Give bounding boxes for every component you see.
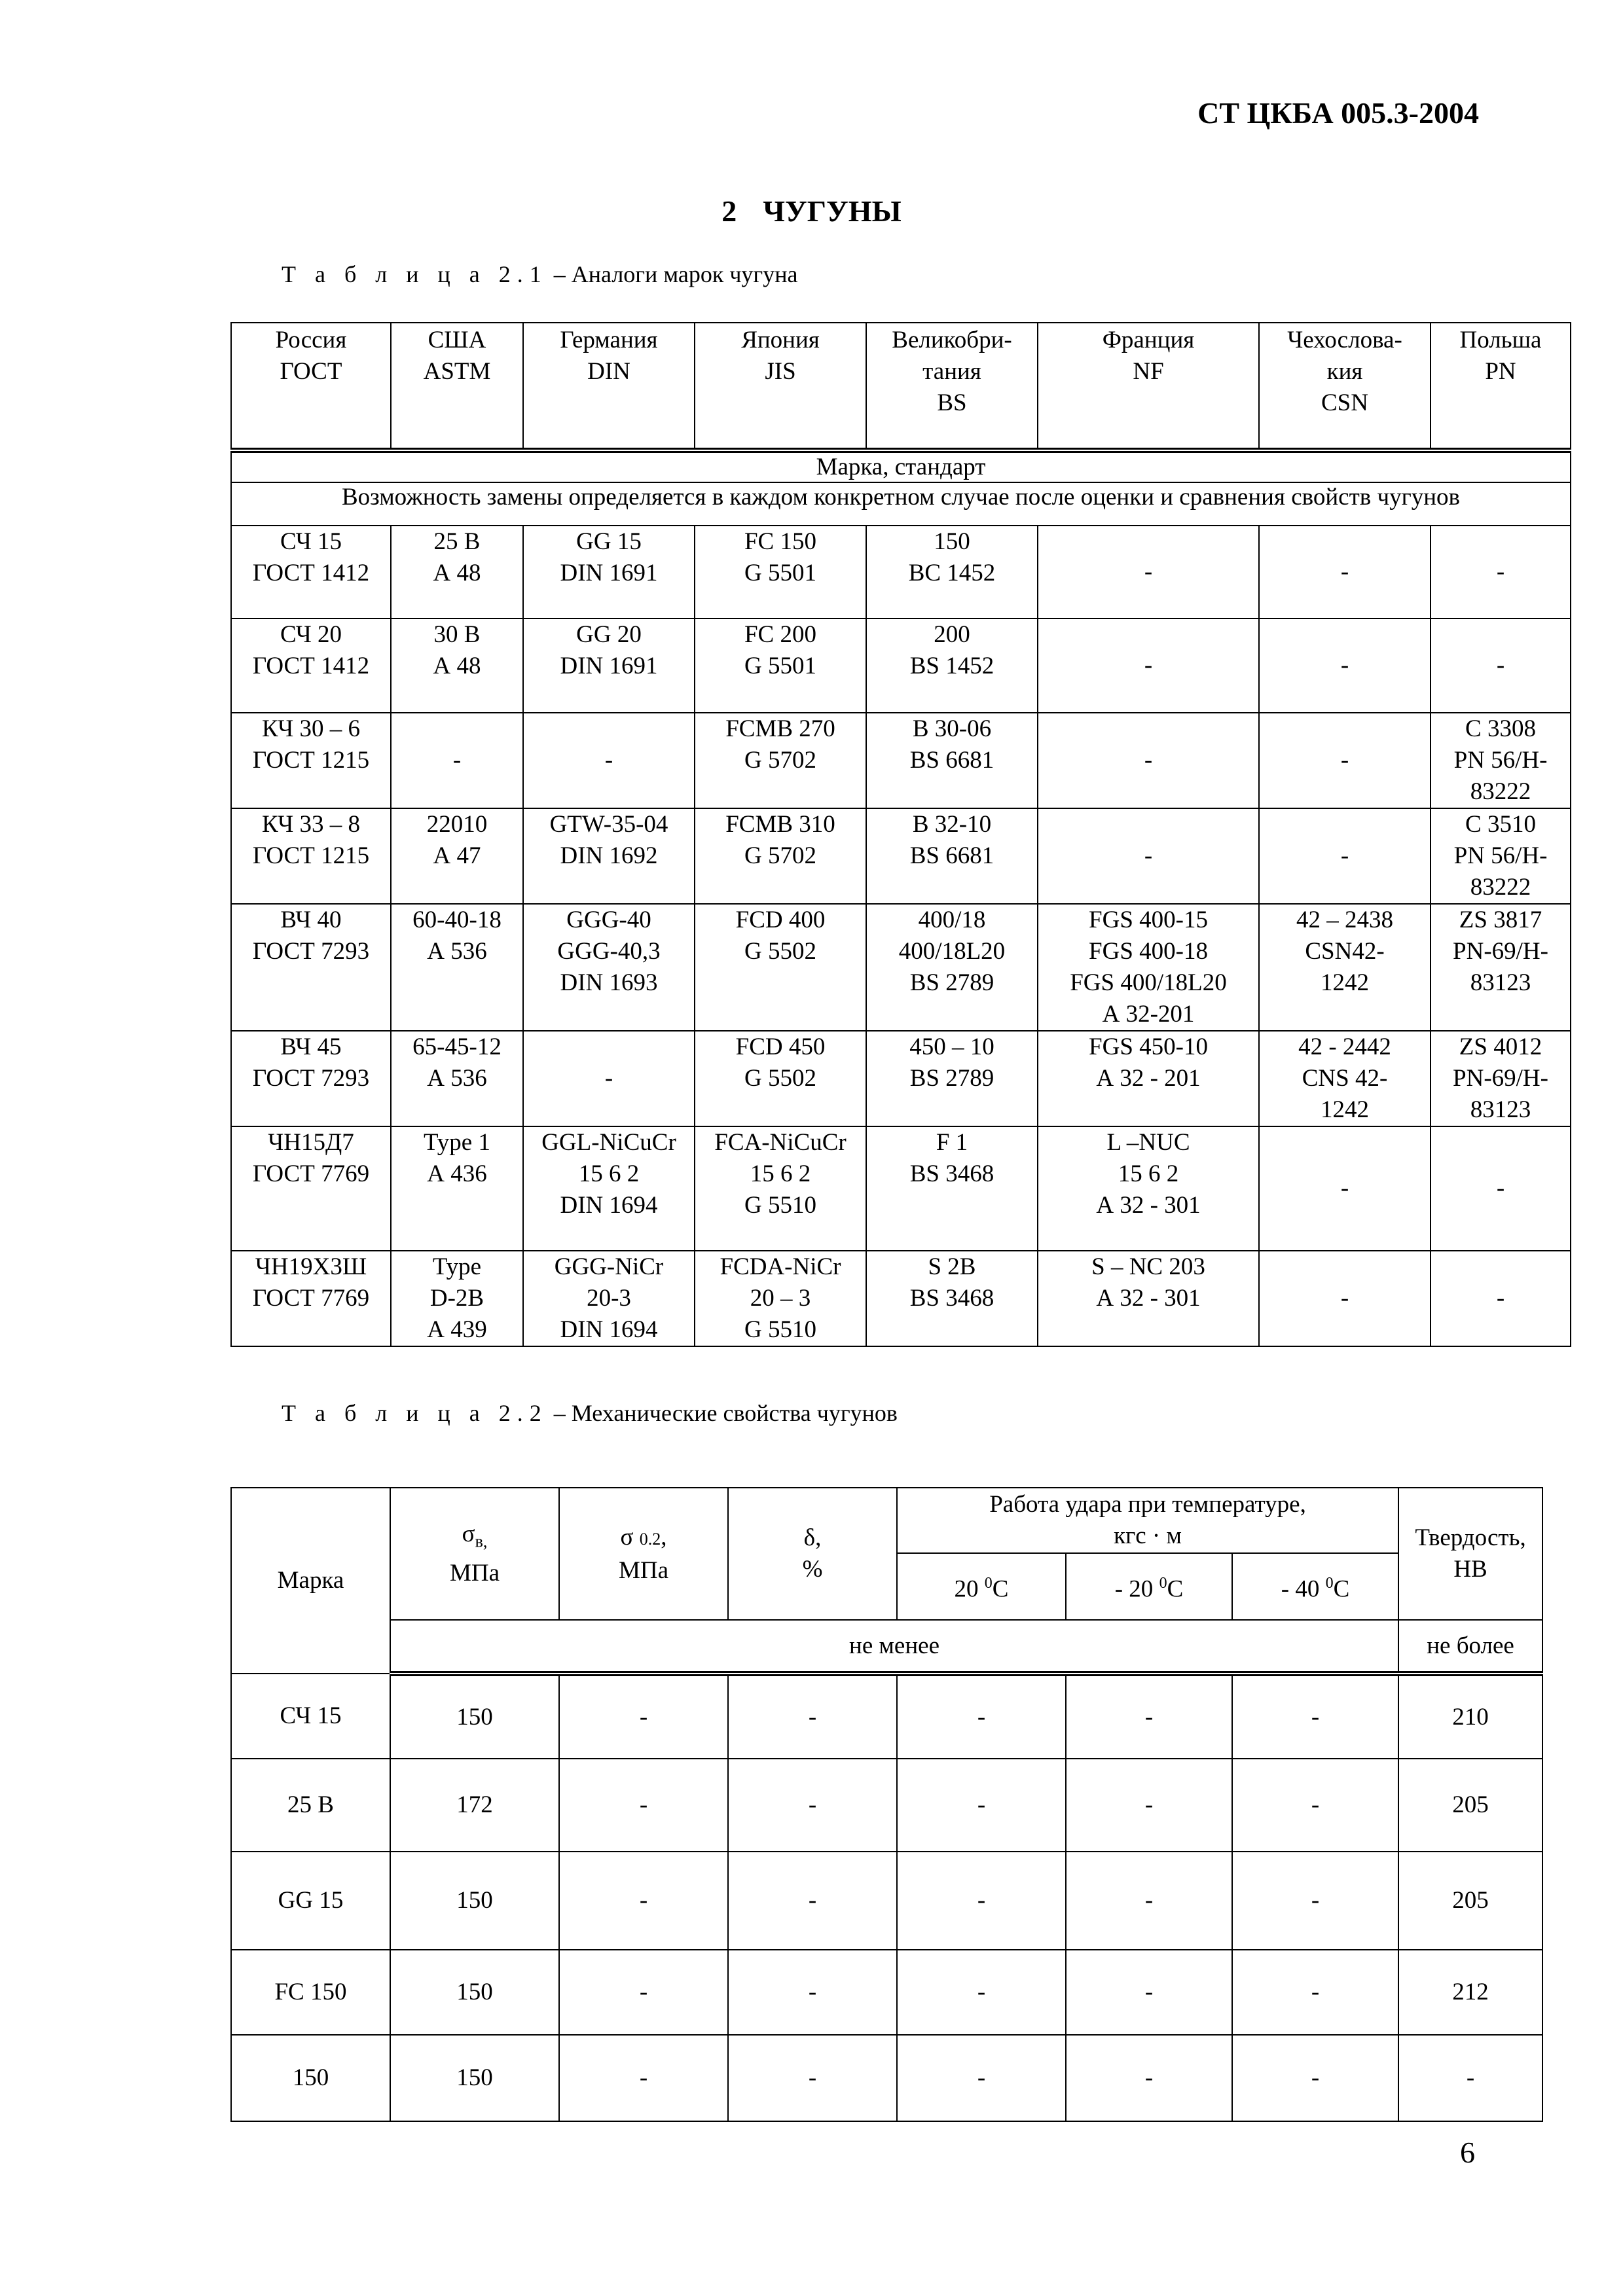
table1-header-row bbox=[231, 323, 1571, 450]
table1-column-header: Россия ГОСТ bbox=[231, 323, 391, 450]
table-cell: - bbox=[1232, 1759, 1398, 1852]
table-cell: - bbox=[1066, 2035, 1232, 2121]
table-cell: FC 200 G 5501 bbox=[695, 619, 866, 713]
table-cell: 200 BS 1452 bbox=[866, 619, 1038, 713]
table-cell: СЧ 15 ГОСТ 1412 bbox=[231, 526, 391, 619]
table-cell: GGG-NiCr 20-3 DIN 1694 bbox=[523, 1251, 695, 1346]
table2-caption bbox=[282, 1399, 898, 1427]
table-cell: - bbox=[1259, 713, 1431, 808]
table-cell: - bbox=[1431, 526, 1571, 619]
table-cell: - bbox=[897, 1950, 1066, 2035]
table-cell: ZS 4012 PN-69/Н- 83123 bbox=[1431, 1031, 1571, 1126]
table-cell: FCD 400 G 5502 bbox=[695, 904, 866, 1031]
table-cell: 150 bbox=[390, 1950, 559, 2035]
table-cell: - bbox=[897, 1674, 1066, 1759]
table-cell: ЧН19Х3Ш ГОСТ 7769 bbox=[231, 1251, 391, 1346]
table-cell: 22010 А 47 bbox=[391, 808, 523, 904]
table-cell: - bbox=[897, 1852, 1066, 1950]
table-row bbox=[231, 1251, 1571, 1346]
table-cell: GG 15 DIN 1691 bbox=[523, 526, 695, 619]
table-cell: 450 – 10 BS 2789 bbox=[866, 1031, 1038, 1126]
table1-note: Возможность замены определяется в каждом конкретном случае после оценки и сравнения свойств чугунов bbox=[231, 482, 1571, 526]
table1-column-header: Германия DIN bbox=[523, 323, 695, 450]
table-cell: - bbox=[1259, 526, 1431, 619]
table-cell: GGL-NiCuCr 15 6 2 DIN 1694 bbox=[523, 1126, 695, 1251]
col-sigma-02 bbox=[559, 1488, 728, 1620]
table1-column-header: Великобри- тания BS bbox=[866, 323, 1038, 450]
table-cell: L –NUC 15 6 2 А 32 - 301 bbox=[1038, 1126, 1259, 1251]
table-cell: - bbox=[1038, 619, 1259, 713]
table-cell: - bbox=[1232, 1852, 1398, 1950]
section-title bbox=[0, 194, 1623, 228]
table-cell: GTW-35-04 DIN 1692 bbox=[523, 808, 695, 904]
table-cell: FCA-NiCuCr 15 6 2 G 5510 bbox=[695, 1126, 866, 1251]
table-cell: 150 bbox=[231, 2035, 390, 2121]
table-cell: S 2В BS 3468 bbox=[866, 1251, 1038, 1346]
table1-caption-prefix: Т а б л и ц а 2.1 bbox=[282, 261, 548, 287]
table-row bbox=[231, 808, 1571, 904]
table-cell: 400/18 400/18L20 BS 2789 bbox=[866, 904, 1038, 1031]
table-cell: 25 В bbox=[231, 1759, 390, 1852]
table-cell: ВЧ 45 ГОСТ 7293 bbox=[231, 1031, 391, 1126]
table-row bbox=[231, 1126, 1571, 1251]
section-number: 2 bbox=[721, 194, 737, 228]
table-cell: - bbox=[1398, 2035, 1542, 2121]
table-cell: - bbox=[559, 1759, 728, 1852]
table-cell: F 1 BS 3468 bbox=[866, 1126, 1038, 1251]
table-cell: 65-45-12 А 536 bbox=[391, 1031, 523, 1126]
table-cell: - bbox=[559, 1674, 728, 1759]
table-cell: 60-40-18 А 536 bbox=[391, 904, 523, 1031]
col-mark: Марка bbox=[231, 1488, 390, 1674]
temp-20: 20 $^0$С bbox=[897, 1553, 1066, 1620]
table2-caption-prefix: Т а б л и ц а 2.2 bbox=[282, 1400, 548, 1426]
table-cell: 205 bbox=[1398, 1759, 1542, 1852]
table-cell: ZS 3817 PN-69/Н- 83123 bbox=[1431, 904, 1571, 1031]
table1-column-header: Япония JIS bbox=[695, 323, 866, 450]
table-cell: - bbox=[1066, 1852, 1232, 1950]
table1-caption bbox=[282, 260, 797, 288]
sigma-02-unit: МПа bbox=[618, 1556, 669, 1584]
table-cell: - bbox=[1259, 1251, 1431, 1346]
table-cell: СЧ 15 bbox=[231, 1674, 390, 1759]
table-cell: - bbox=[523, 713, 695, 808]
table-cell: - bbox=[1431, 619, 1571, 713]
table-cell: ВЧ 40 ГОСТ 7293 bbox=[231, 904, 391, 1031]
delta-unit: % bbox=[802, 1556, 823, 1583]
table-cell: 172 bbox=[390, 1759, 559, 1852]
table-row bbox=[231, 526, 1571, 619]
table-cell: В 32-10 BS 6681 bbox=[866, 808, 1038, 904]
table-cell: 150 bbox=[390, 1852, 559, 1950]
table-cell: 205 bbox=[1398, 1852, 1542, 1950]
table-cell: GGG-40 GGG-40,3 DIN 1693 bbox=[523, 904, 695, 1031]
table-cell: - bbox=[728, 1759, 897, 1852]
table-cell: S – NC 203 А 32 - 301 bbox=[1038, 1251, 1259, 1346]
table-row bbox=[231, 1950, 1542, 2035]
table-cell: - bbox=[1038, 526, 1259, 619]
col-hardness: Твердость, НВ bbox=[1398, 1488, 1542, 1620]
not-more-label: не более bbox=[1398, 1620, 1542, 1674]
table-cell: - bbox=[1066, 1950, 1232, 2035]
table-cell: ЧН15Д7 ГОСТ 7769 bbox=[231, 1126, 391, 1251]
table-cell: - bbox=[1232, 1674, 1398, 1759]
table-cell: FC 150 bbox=[231, 1950, 390, 2035]
table-cell: КЧ 33 – 8 ГОСТ 1215 bbox=[231, 808, 391, 904]
table1-column-header: Польша PN bbox=[1431, 323, 1571, 450]
table-row bbox=[231, 1031, 1571, 1126]
cast-iron-analogs-table bbox=[230, 322, 1571, 1347]
page-number: 6 bbox=[1460, 2136, 1475, 2169]
table-cell: 150 bbox=[390, 2035, 559, 2121]
table-row bbox=[231, 713, 1571, 808]
table-cell: - bbox=[1259, 808, 1431, 904]
table-cell: В 30-06 BS 6681 bbox=[866, 713, 1038, 808]
table-cell: FGS 450-10 А 32 - 201 bbox=[1038, 1031, 1259, 1126]
table-cell: - bbox=[1232, 1950, 1398, 2035]
table-cell: КЧ 30 – 6 ГОСТ 1215 bbox=[231, 713, 391, 808]
col-delta bbox=[728, 1488, 897, 1620]
table-cell: - bbox=[897, 2035, 1066, 2121]
table-cell: Туре D-2B А 439 bbox=[391, 1251, 523, 1346]
table-row bbox=[231, 1852, 1542, 1950]
table-cell: FCD 450 G 5502 bbox=[695, 1031, 866, 1126]
table-cell: - bbox=[1259, 619, 1431, 713]
table2-caption-text: – Механические свойства чугунов bbox=[553, 1400, 898, 1426]
temp-minus-40: - 40 $^0$С bbox=[1232, 1553, 1398, 1620]
sigma-02-symbol: σ bbox=[620, 1523, 634, 1551]
table-cell: 210 bbox=[1398, 1674, 1542, 1759]
table-cell: Туре 1 А 436 bbox=[391, 1126, 523, 1251]
table-cell: 30 В А 48 bbox=[391, 619, 523, 713]
mechanical-properties-table bbox=[230, 1487, 1543, 2122]
table-cell: - bbox=[1431, 1251, 1571, 1346]
section-name: ЧУГУНЫ bbox=[763, 194, 902, 228]
table-cell: С 3510 PN 56/Н- 83222 bbox=[1431, 808, 1571, 904]
table-cell: FCMB 310 G 5702 bbox=[695, 808, 866, 904]
table-cell: СЧ 20 ГОСТ 1412 bbox=[231, 619, 391, 713]
col-sigma-b bbox=[390, 1488, 559, 1620]
table-cell: FCMB 270 G 5702 bbox=[695, 713, 866, 808]
table-cell: - bbox=[897, 1759, 1066, 1852]
table-cell: 42 - 2442 CNS 42- 1242 bbox=[1259, 1031, 1431, 1126]
table-cell: - bbox=[1232, 2035, 1398, 2121]
table-cell: GG 15 bbox=[231, 1852, 390, 1950]
table-cell: FGS 400-15 FGS 400-18 FGS 400/18L20 А 32-201 bbox=[1038, 904, 1259, 1031]
table-row bbox=[231, 1674, 1542, 1759]
table-cell: 25 В А 48 bbox=[391, 526, 523, 619]
table-row bbox=[231, 619, 1571, 713]
table-cell: - bbox=[1038, 808, 1259, 904]
table1-column-header: США ASTM bbox=[391, 323, 523, 450]
document-code: СТ ЦКБА 005.3-2004 bbox=[1197, 96, 1479, 130]
table1-column-header: Франция NF bbox=[1038, 323, 1259, 450]
table-cell: - bbox=[559, 2035, 728, 2121]
delta-symbol: δ, bbox=[803, 1524, 822, 1551]
table-cell: - bbox=[728, 1674, 897, 1759]
temp-minus-20: - 20 $^0$С bbox=[1066, 1553, 1232, 1620]
table-cell: - bbox=[1038, 713, 1259, 808]
col-impact-work: Работа удара при температуре, кгс · м bbox=[897, 1488, 1398, 1553]
table-cell: - bbox=[1066, 1674, 1232, 1759]
sigma-02-tail: , bbox=[661, 1523, 667, 1551]
sigma-b-unit: МПа bbox=[449, 1559, 500, 1587]
table-cell: С 3308 PN 56/Н- 83222 bbox=[1431, 713, 1571, 808]
table-cell: FC 150 G 5501 bbox=[695, 526, 866, 619]
table-cell: - bbox=[391, 713, 523, 808]
table-cell: GG 20 DIN 1691 bbox=[523, 619, 695, 713]
table1-caption-text: – Аналоги марок чугуна bbox=[553, 261, 798, 287]
table-cell: - bbox=[559, 1852, 728, 1950]
table-cell: 150 ВС 1452 bbox=[866, 526, 1038, 619]
table-cell: - bbox=[1066, 1759, 1232, 1852]
table-cell: 150 bbox=[390, 1674, 559, 1759]
table-cell: 42 – 2438 CSN42- 1242 bbox=[1259, 904, 1431, 1031]
table-cell: - bbox=[523, 1031, 695, 1126]
table-cell: - bbox=[559, 1950, 728, 2035]
table-cell: 212 bbox=[1398, 1950, 1542, 2035]
sigma-02-sub: 0.2 bbox=[639, 1529, 661, 1549]
table1-column-header: Чехослова- кия CSN bbox=[1259, 323, 1431, 450]
table-cell: - bbox=[728, 2035, 897, 2121]
table1-subheader: Марка, стандарт bbox=[231, 450, 1571, 482]
table-cell: - bbox=[728, 1950, 897, 2035]
table-row bbox=[231, 904, 1571, 1031]
table-cell: - bbox=[728, 1852, 897, 1950]
sigma-b-sub: в, bbox=[475, 1532, 488, 1551]
not-less-label: не менее bbox=[390, 1620, 1398, 1674]
table-cell: FCDA-NiCr 20 – 3 G 5510 bbox=[695, 1251, 866, 1346]
table-row bbox=[231, 1759, 1542, 1852]
sigma-b-symbol: σ bbox=[462, 1520, 475, 1548]
table-row bbox=[231, 2035, 1542, 2121]
table-cell: - bbox=[1431, 1126, 1571, 1251]
table-cell: - bbox=[1259, 1126, 1431, 1251]
